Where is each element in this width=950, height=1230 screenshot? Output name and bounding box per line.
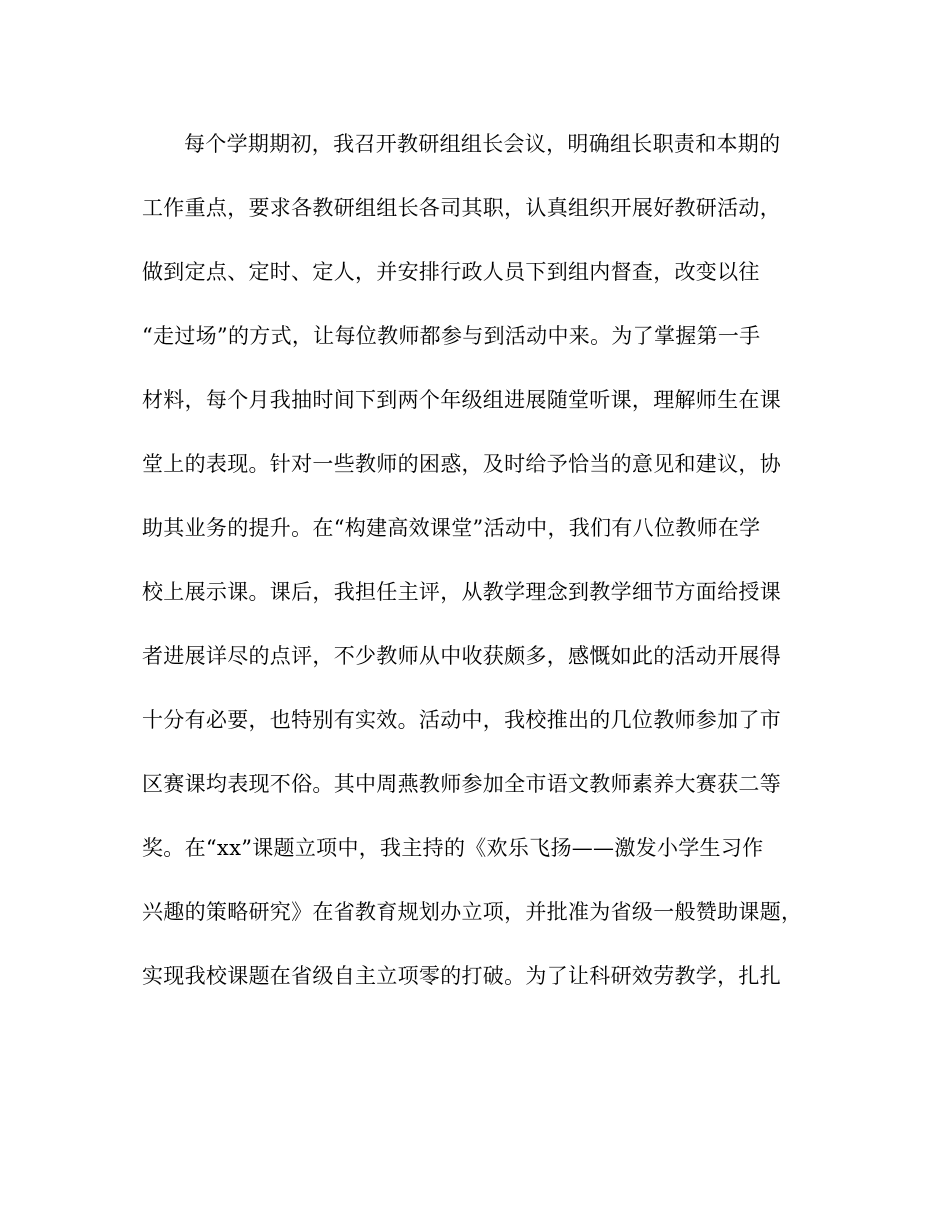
paragraph-line: 奖。在“xx”课题立项中，我主持的《欢乐飞扬——激发小学生习作 — [142, 836, 764, 860]
paragraph-line: 者进展详尽的点评，不少教师从中收获颇多，感慨如此的活动开展得 — [142, 644, 781, 668]
paragraph-line: 区赛课均表现不俗。其中周燕教师参加全市语文教师素养大赛获二等 — [142, 772, 781, 796]
paragraph-line: 材料，每个月我抽时间下到两个年级组进展随堂听课，理解师生在课 — [142, 388, 781, 412]
paragraph-line: 助其业务的提升。在“构建高效课堂”活动中，我们有八位教师在学 — [142, 516, 761, 540]
paragraph-line: 做到定点、定时、定人，并安排行政人员下到组内督查，改变以往 — [142, 260, 760, 284]
paragraph-line: 十分有必要，也特别有实效。活动中，我校推出的几位教师参加了市 — [142, 708, 781, 732]
paragraph-line: 实现我校课题在省级自主立项零的打破。为了让科研效劳教学，扎扎 — [142, 964, 781, 988]
paragraph-line: 堂上的表现。针对一些教师的困惑，及时给予恰当的意见和建议，协 — [142, 452, 781, 476]
paragraph-line: 每个学期期初，我召开教研组组长会议，明确组长职责和本期的 — [184, 132, 781, 156]
paragraph-line: 工作重点，要求各教研组组长各司其职，认真组织开展好教研活动， — [142, 196, 781, 220]
paragraph-line: 兴趣的策略研究》在省教育规划办立项，并批准为省级一般赞助课题， — [142, 900, 803, 924]
paragraph-line: 校上展示课。课后，我担任主评，从教学理念到教学细节方面给授课 — [142, 580, 781, 604]
paragraph — [142, 125, 822, 1021]
paragraph-line: “走过场”的方式，让每位教师都参与到活动中来。为了掌握第一手 — [142, 324, 761, 348]
